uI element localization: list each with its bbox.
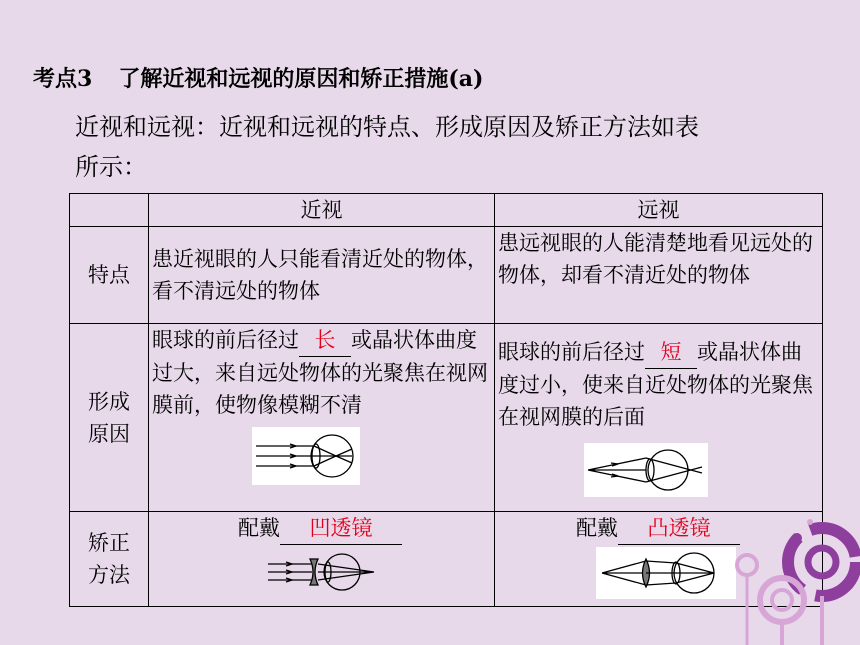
table-row-features — [70, 227, 823, 324]
cause-hyperopia-blank — [645, 336, 697, 369]
convex-lens-diagram — [596, 547, 736, 599]
cause-hyperopia-before: 眼球的前后径过 — [498, 340, 645, 364]
correction-hyperopia-answer: 凸透镜 — [647, 516, 711, 540]
correction-myopia-prefix: 配戴 — [238, 516, 280, 540]
header-empty-cell — [70, 194, 149, 227]
cause-hyperopia-after: 或晶状体曲度过小，使来自近处物体的光聚焦在视网膜的后面 — [498, 340, 813, 429]
table-header-row — [70, 194, 823, 227]
concave-lens-diagram — [266, 549, 376, 595]
cause-myopia-blank — [299, 324, 351, 357]
correction-hyperopia-prefix: 配戴 — [576, 516, 618, 540]
hyperopia-eye-diagram — [584, 443, 708, 497]
row-label-correction-line2: 方法 — [88, 563, 130, 587]
cause-hyperopia-answer: 短 — [660, 340, 682, 364]
header-myopia: 近视 — [149, 194, 495, 227]
cause-hyperopia-text — [498, 336, 819, 433]
correction-myopia-text — [152, 512, 491, 545]
myopia-eye-diagram — [252, 427, 360, 485]
row-label-correction-line1: 矫正 — [88, 531, 130, 555]
header-hyperopia: 远视 — [495, 194, 823, 227]
cause-myopia-text — [152, 324, 491, 421]
section-number: 考点3 — [33, 66, 93, 92]
cause-hyperopia-cell — [495, 324, 823, 512]
table-row-correction — [70, 512, 823, 607]
intro-line-1: 近视和远视：近视和远视的特点、形成原因及矫正方法如表 — [75, 113, 699, 141]
comparison-table — [69, 193, 823, 607]
cause-myopia-answer: 长 — [314, 328, 336, 352]
row-label-features: 特点 — [70, 227, 149, 324]
row-label-cause-line1: 形成 — [88, 389, 130, 414]
row-label-cause-line2: 原因 — [88, 421, 130, 446]
correction-myopia-cell — [149, 512, 495, 607]
row-label-cause — [70, 324, 149, 512]
section-heading — [33, 62, 483, 93]
features-myopia: 患近视眼的人只能看清近处的物体，看不清远处的物体 — [149, 227, 495, 324]
correction-myopia-blank — [280, 512, 402, 545]
row-label-correction — [70, 512, 149, 607]
cause-myopia-before: 眼球的前后径过 — [152, 328, 299, 352]
features-hyperopia: 患远视眼的人能清楚地看见远处的物体，却看不清近处的物体 — [495, 227, 823, 324]
cause-myopia-cell — [149, 324, 495, 512]
correction-myopia-answer: 凹透镜 — [309, 516, 373, 540]
decorative-circles — [722, 510, 860, 645]
cause-myopia-after: 或晶状体曲度过大，来自远处物体的光聚焦在视网膜前，使物像模糊不清 — [152, 328, 488, 417]
intro-paragraph — [75, 104, 845, 181]
table-row-cause — [70, 324, 823, 512]
intro-line-2: 所示： — [75, 153, 147, 181]
section-title: 了解近视和远视的原因和矫正措施(a) — [118, 66, 484, 92]
